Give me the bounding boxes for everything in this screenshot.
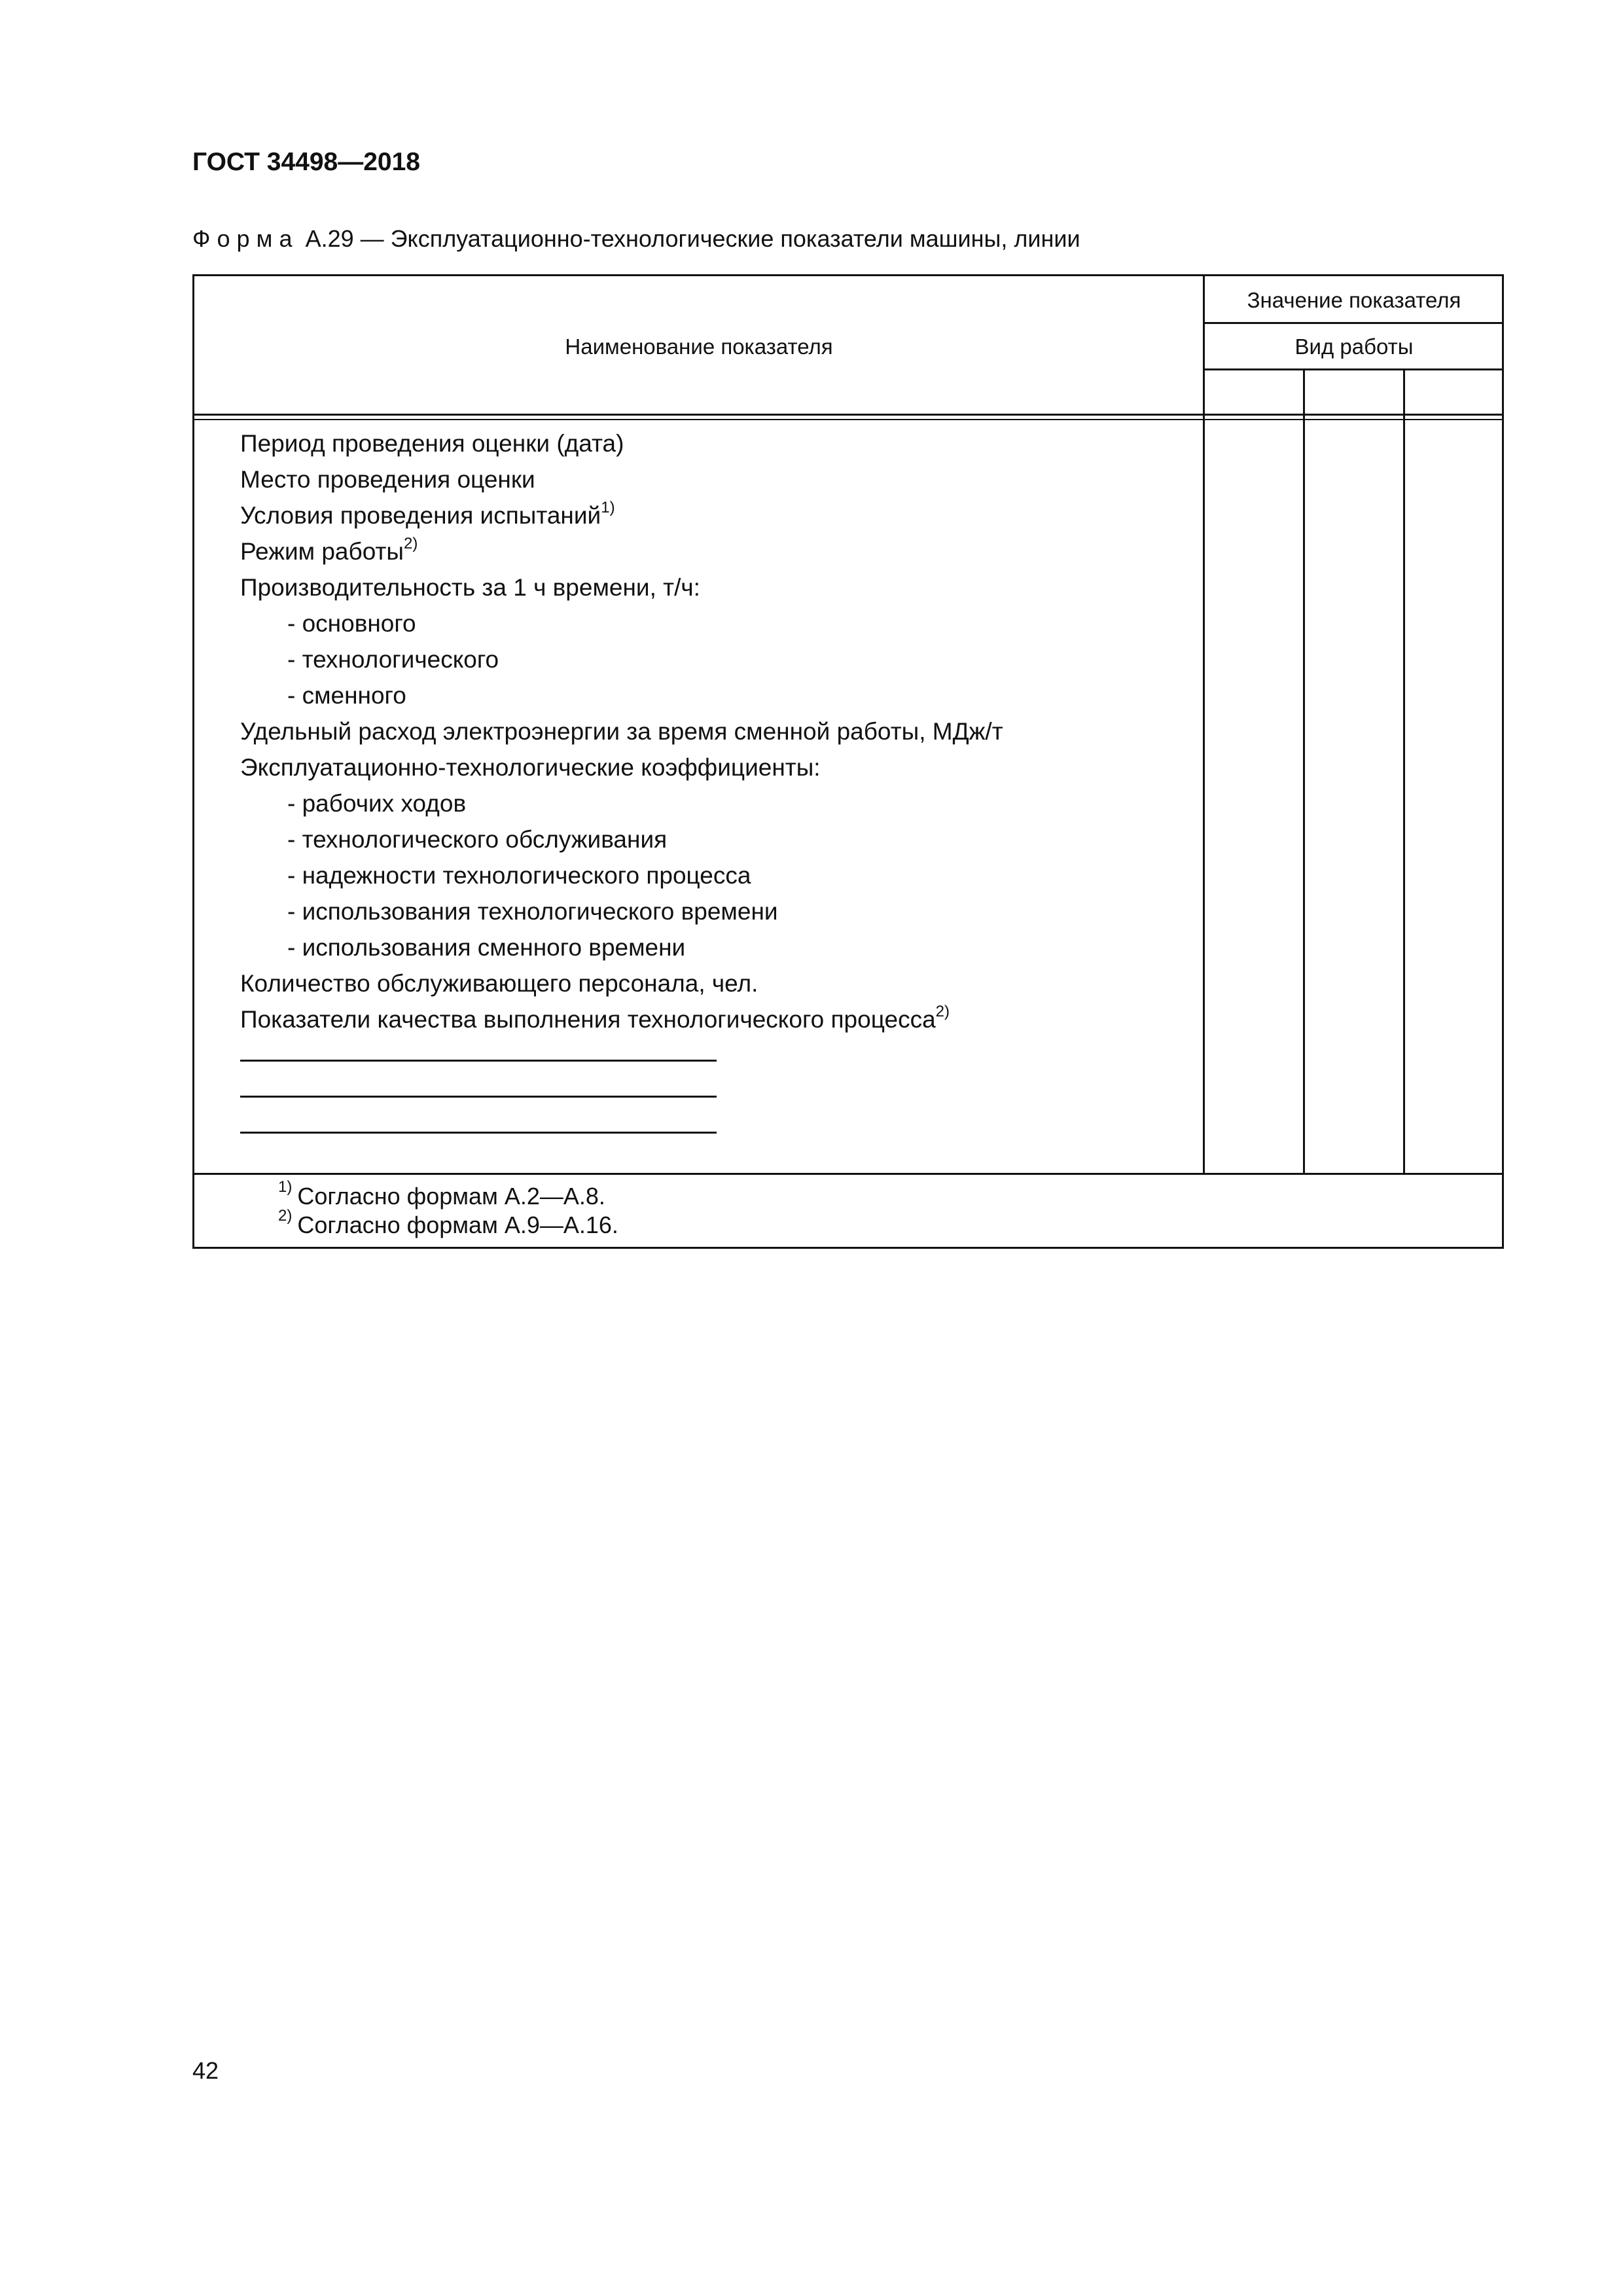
blank-entry-line xyxy=(240,1096,717,1098)
blank-entry-line xyxy=(240,1060,717,1062)
list-item: Производительность за 1 ч времени, т/ч: xyxy=(240,574,700,601)
list-item: - технологического xyxy=(287,646,499,673)
list-item: - технологического обслуживания xyxy=(287,826,668,853)
indicators-table xyxy=(192,274,1504,1249)
list-item: Период проведения оценки (дата) xyxy=(240,430,624,457)
footnote-ref: 2) xyxy=(404,534,418,552)
header-bottom-rule xyxy=(194,414,1504,416)
value-column-divider-1 xyxy=(1303,368,1305,1174)
footnote-rule xyxy=(194,1173,1504,1175)
form-caption xyxy=(192,225,1080,253)
list-item: Количество обслуживающего персонала, чел. xyxy=(240,970,758,997)
header-name: Наименование показателя xyxy=(565,334,833,359)
blank-entry-line xyxy=(240,1132,717,1134)
footnote-ref: 2) xyxy=(935,1002,950,1020)
list-item: Эксплуатационно-технологические коэффициенты: xyxy=(240,754,821,781)
header-rule-1 xyxy=(1204,322,1504,324)
header-rule-2 xyxy=(1204,368,1504,370)
list-item: Место проведения оценки xyxy=(240,466,535,493)
list-item: - использования сменного времени xyxy=(287,934,686,961)
header-work: Вид работы xyxy=(1294,334,1414,359)
list-item: - рабочих ходов xyxy=(287,790,467,817)
footnote-mark: 1) xyxy=(278,1178,293,1196)
list-item: - надежности технологического процесса xyxy=(287,862,751,889)
list-item: Режим работы$^{2)}$ xyxy=(240,534,418,565)
form-title: А.29 — Эксплуатационно-технологические показатели машины, линии xyxy=(305,225,1080,252)
value-column-divider-2 xyxy=(1403,368,1405,1174)
list-item: - сменного xyxy=(287,682,406,709)
list-item: - использования технологического времени xyxy=(287,898,778,925)
footnote-mark: 2) xyxy=(278,1207,293,1225)
page-number: 42 xyxy=(192,2057,219,2084)
indicator-list xyxy=(240,425,1003,1037)
header-value: Значение показателя xyxy=(1247,288,1461,312)
footnote-ref: 1) xyxy=(601,498,615,516)
list-item: Удельный расход электроэнергии за время сменной работы, МДж/т xyxy=(240,718,1003,745)
footnote: $^{1)}$ Согласно формам А.2—А.8. xyxy=(278,1178,605,1210)
form-word: Форма xyxy=(192,225,299,252)
footnote: $^{2)}$ Согласно формам А.9—А.16. xyxy=(278,1207,618,1238)
table-footnotes xyxy=(278,1178,618,1240)
name-column-divider xyxy=(1203,276,1205,1174)
list-item: - основного xyxy=(287,610,416,637)
list-item: Показатели качества выполнения технологического процесса$^{2)}$ xyxy=(240,1002,950,1033)
list-item: Условия проведения испытаний$^{1)}$ xyxy=(240,498,615,529)
standard-title: ГОСТ 34498—2018 xyxy=(192,148,420,176)
header-bottom-rule-double xyxy=(194,419,1504,420)
